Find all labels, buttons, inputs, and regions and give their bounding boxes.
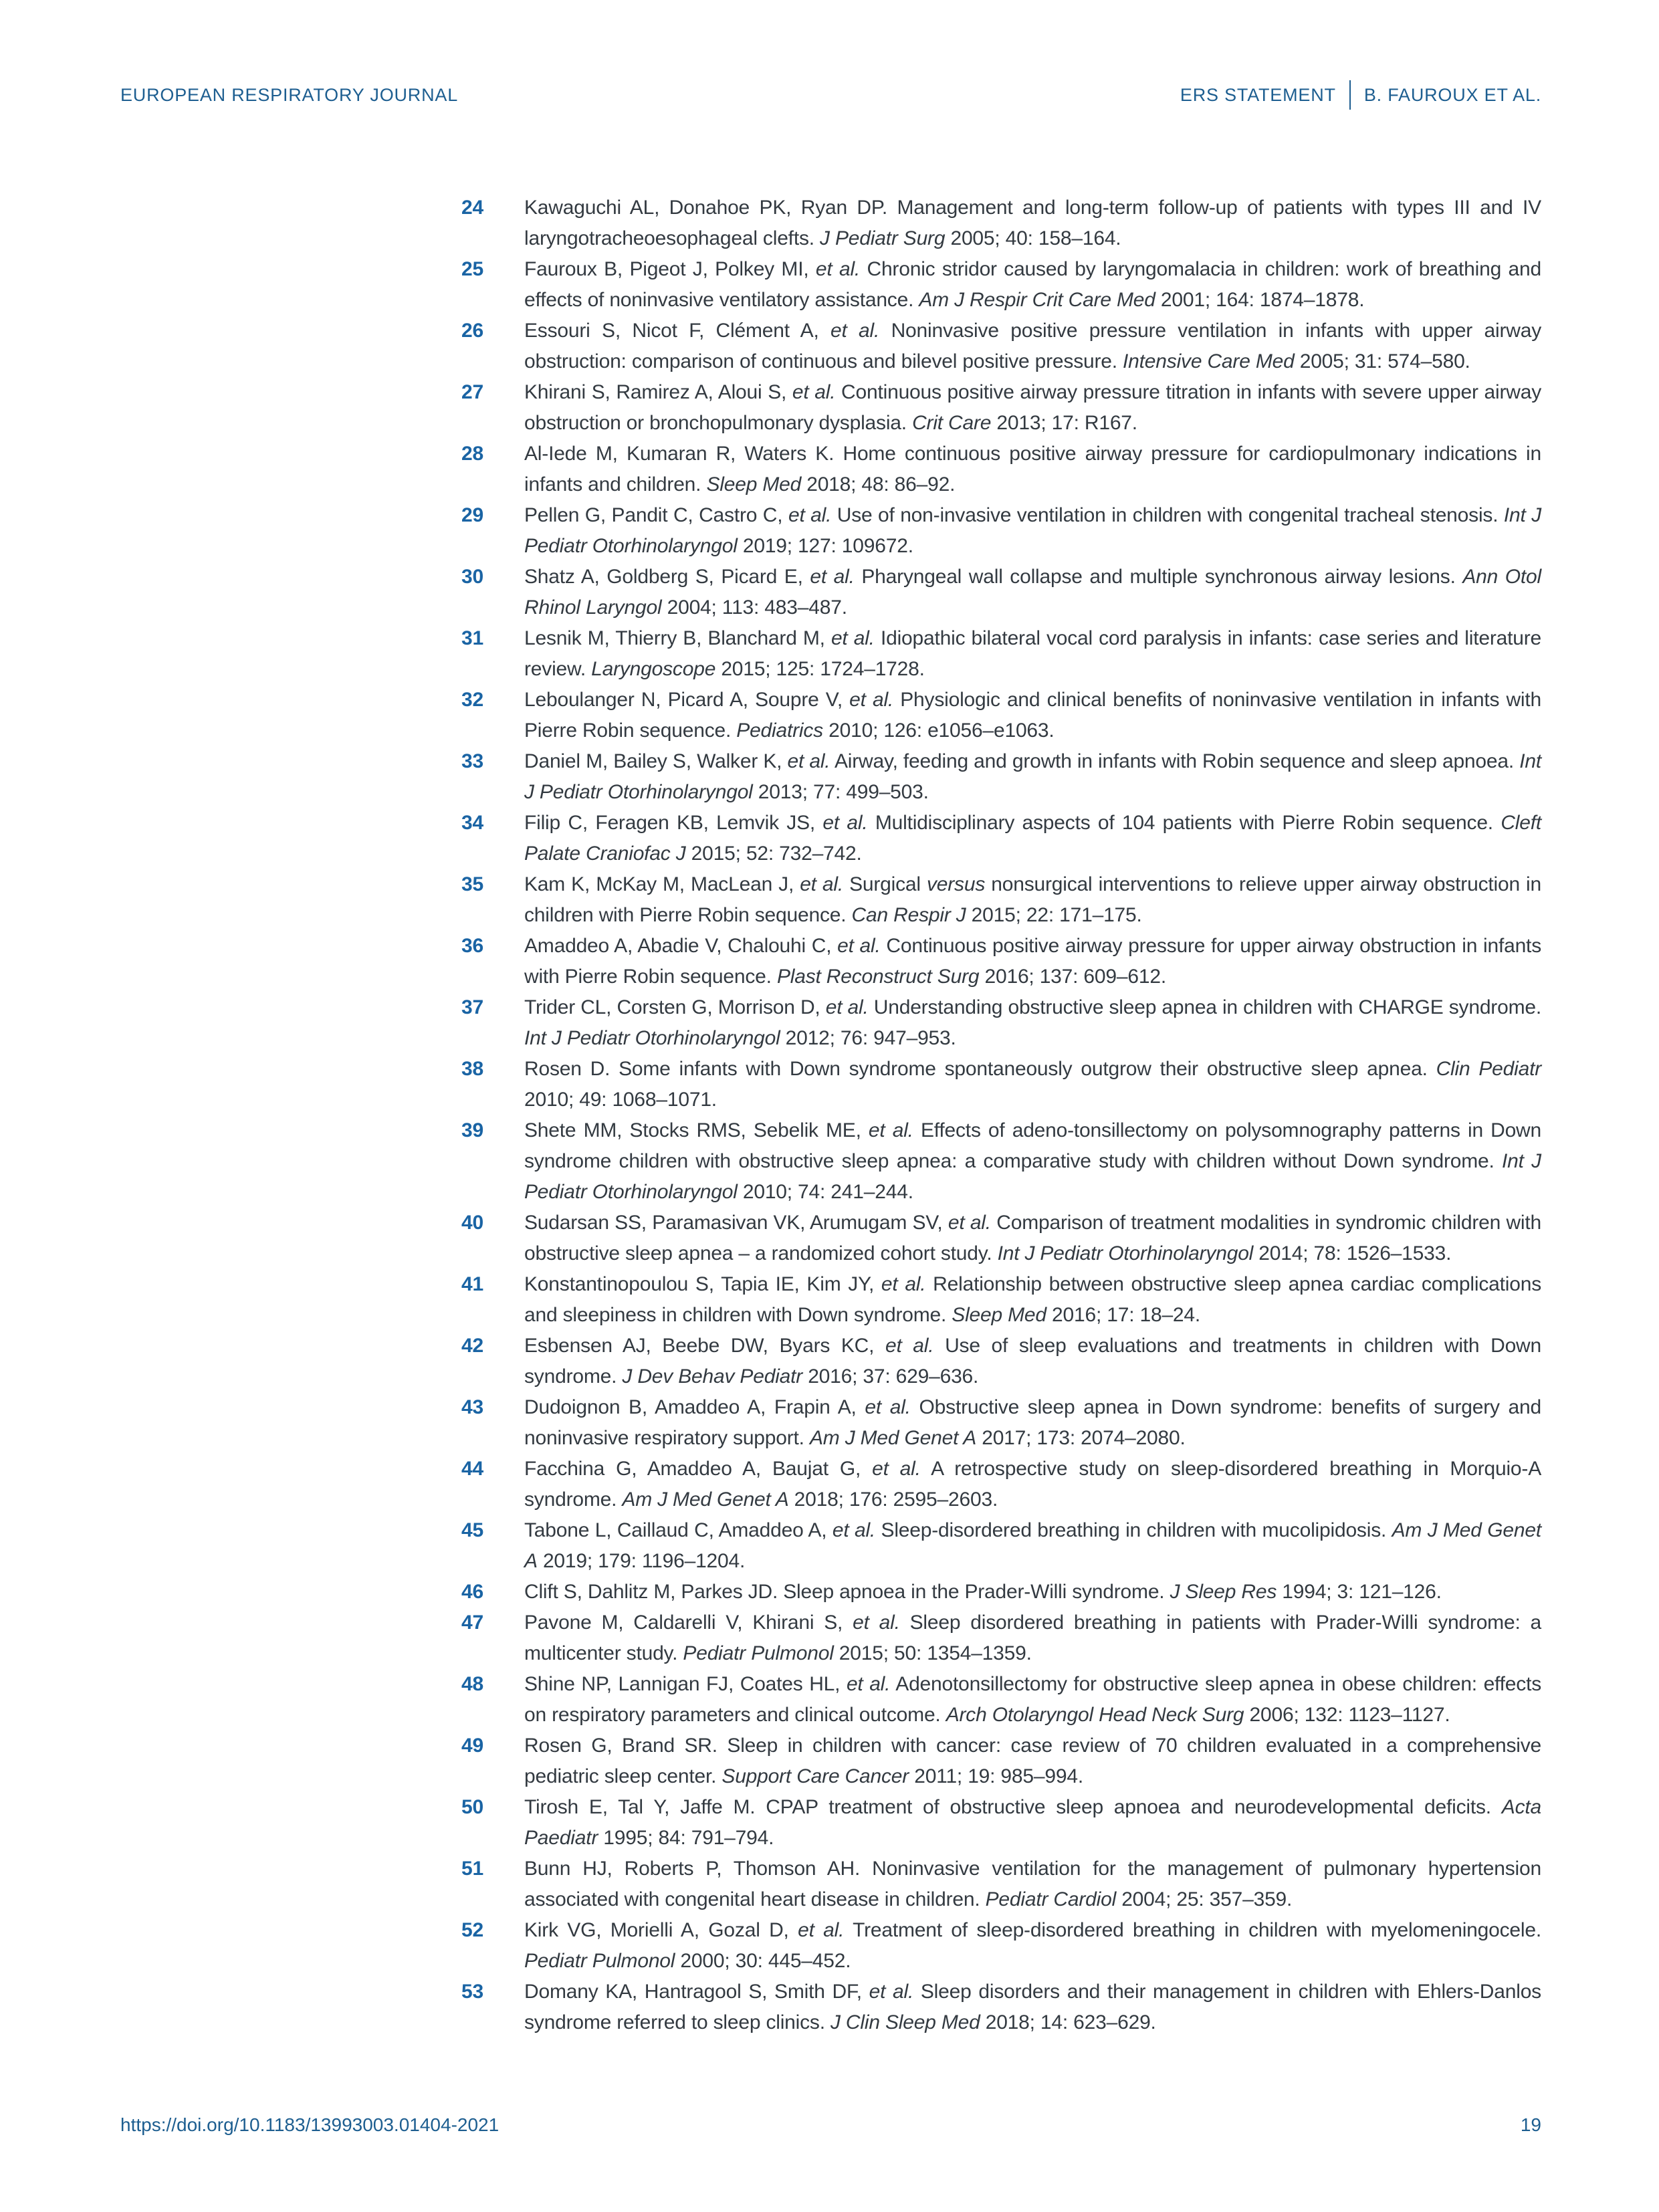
reference-text <box>524 869 1541 931</box>
reference-segment: Trider CL, Corsten G, Morrison D, <box>524 996 826 1018</box>
reference-segment: 2010; 49: 1068–1071. <box>524 1089 717 1111</box>
reference-segment: Airway, feeding and growth in infants with Robin sequence and sleep apnoea. <box>830 750 1520 772</box>
reference-number: 40 <box>461 1212 483 1234</box>
reference-number: 36 <box>461 935 483 957</box>
reference-segment: Comparison of treatment modalities in syndromic children with obstructive sleep apnea – a randomized cohort study. <box>524 1212 1542 1264</box>
reference-number: 41 <box>461 1273 483 1295</box>
reference-segment: et al. <box>837 935 881 957</box>
reference-segment: Sleep Med <box>706 473 802 495</box>
reference-number: 32 <box>461 689 483 711</box>
reference-segment: Surgical <box>843 873 927 895</box>
reference-segment: A retrospective study on sleep-disordered breathing in Morquio-A syndrome. <box>524 1458 1542 1511</box>
reference-segment: 2011; 19: 985–994. <box>909 1765 1083 1787</box>
reference-segment: et al. <box>831 627 875 649</box>
reference-item <box>461 1115 1541 1208</box>
reference-text <box>524 931 1541 992</box>
reference-segment: Chronic stridor caused by laryngomalacia in children: work of breathing and effects of noninvasive ventilatory assistance. <box>524 258 1541 311</box>
reference-segment: 2015; 50: 1354–1359. <box>833 1642 1032 1664</box>
reference-segment: Sleep disorders and their management in children with Ehlers-Danlos syndrome referred to sleep clinics. <box>524 1981 1541 2033</box>
reference-text <box>524 1854 1541 1915</box>
reference-item <box>461 377 1541 439</box>
reference-segment: Physiologic and clinical benefits of noninvasive ventilation in infants with Pierre Robin sequence. <box>524 689 1541 742</box>
reference-segment: Int J Pediatr Otorhinolaryngol <box>997 1242 1254 1264</box>
reference-segment: et al. <box>831 320 880 342</box>
reference-segment: Sleep Med <box>952 1304 1046 1326</box>
reference-segment: J Pediatr Surg <box>820 227 946 249</box>
reference-segment: Int J Pediatr Otorhinolaryngol <box>524 1150 1541 1203</box>
page-number: 19 <box>1520 2114 1541 2135</box>
reference-segment: et al. <box>853 1612 900 1634</box>
reference-segment: Domany KA, Hantragool S, Smith DF, <box>524 1981 869 2003</box>
reference-segment: Int J Pediatr Otorhinolaryngol <box>524 1027 780 1049</box>
reference-text <box>524 992 1541 1054</box>
reference-segment: Support Care Cancer <box>722 1765 909 1787</box>
reference-item <box>461 1054 1541 1115</box>
reference-segment: Acta Paediatr <box>524 1796 1541 1849</box>
reference-segment: et al. <box>788 504 832 526</box>
reference-segment: Facchina G, Amaddeo A, Baujat G, <box>524 1458 873 1480</box>
reference-segment: 1994; 3: 121–126. <box>1277 1581 1442 1603</box>
reference-segment: Continuous positive airway pressure for upper airway obstruction in infants with Pierre Robin sequence. <box>524 935 1541 988</box>
reference-segment: Al-Iede M, Kumaran R, Waters K. Home continuous positive airway pressure for cardiopulmonary indications in infants and children. <box>524 443 1541 495</box>
reference-number: 29 <box>461 504 483 526</box>
reference-number: 30 <box>461 566 483 588</box>
reference-segment: Pavone M, Caldarelli V, Khirani S, <box>524 1612 853 1634</box>
reference-segment: Filip C, Feragen KB, Lemvik JS, <box>524 812 823 834</box>
reference-segment: Am J Med Genet A <box>622 1488 789 1511</box>
reference-segment: 1995; 84: 791–794. <box>598 1827 774 1849</box>
reference-number: 39 <box>461 1119 483 1141</box>
reference-segment: 2015; 52: 732–742. <box>685 843 862 865</box>
reference-text <box>524 1915 1541 1977</box>
reference-item <box>461 869 1541 931</box>
reference-text <box>524 1115 1541 1208</box>
reference-item <box>461 1331 1541 1392</box>
reference-text <box>524 1669 1541 1731</box>
reference-item <box>461 685 1541 746</box>
reference-item <box>461 1608 1541 1669</box>
doi-link[interactable]: https://doi.org/10.1183/13993003.01404-2021 <box>120 2114 500 2135</box>
reference-segment: et al. <box>825 996 869 1018</box>
reference-segment: 2006; 132: 1123–1127. <box>1244 1704 1450 1726</box>
reference-text <box>524 808 1541 869</box>
reference-text <box>524 377 1541 439</box>
reference-number: 24 <box>461 197 483 219</box>
reference-segment: 2013; 77: 499–503. <box>752 781 929 803</box>
reference-segment: 2016; 37: 629–636. <box>802 1365 979 1388</box>
reference-segment: 2000; 30: 445–452. <box>675 1950 851 1972</box>
reference-text <box>524 193 1541 254</box>
reference-segment: Rosen G, Brand SR. Sleep in children with cancer: case review of 70 children evaluated in a comprehensive pediatric sleep center. <box>524 1735 1541 1787</box>
reference-item <box>461 1915 1541 1977</box>
reference-segment: et al. <box>800 873 843 895</box>
reference-item <box>461 808 1541 869</box>
reference-segment: et al. <box>810 566 855 588</box>
reference-segment: Pellen G, Pandit C, Castro C, <box>524 504 788 526</box>
reference-item <box>461 746 1541 808</box>
reference-segment: 2015; 22: 171–175. <box>966 904 1142 926</box>
reference-text <box>524 623 1541 685</box>
reference-number: 42 <box>461 1335 483 1357</box>
header-separator-bar <box>1349 80 1351 110</box>
reference-segment: Laryngoscope <box>591 658 716 680</box>
reference-segment: Amaddeo A, Abadie V, Chalouhi C, <box>524 935 838 957</box>
reference-item <box>461 1269 1541 1331</box>
reference-text <box>524 1454 1541 1515</box>
reference-segment: et al. <box>787 750 831 772</box>
reference-item <box>461 1792 1541 1854</box>
reference-item <box>461 1515 1541 1577</box>
reference-item <box>461 623 1541 685</box>
reference-segment: et al. <box>948 1212 991 1234</box>
reference-segment: Daniel M, Bailey S, Walker K, <box>524 750 788 772</box>
reference-segment: 2010; 74: 241–244. <box>737 1181 913 1203</box>
reference-segment: Adenotonsillectomy for obstructive sleep apnea in obese children: effects on respiratory parameters and clinical outcome. <box>524 1673 1542 1726</box>
reference-text <box>524 316 1541 377</box>
reference-number: 38 <box>461 1058 483 1080</box>
reference-segment: Multidisciplinary aspects of 104 patients with Pierre Robin sequence. <box>867 812 1501 834</box>
reference-segment: Understanding obstructive sleep apnea in children with CHARGE syndrome. <box>868 996 1541 1018</box>
reference-segment: Shine NP, Lannigan FJ, Coates HL, <box>524 1673 847 1695</box>
reference-segment: 2005; 40: 158–164. <box>945 227 1121 249</box>
reference-segment: Kam K, McKay M, MacLean J, <box>524 873 800 895</box>
reference-segment: Kawaguchi AL, Donahoe PK, Ryan DP. Management and long-term follow-up of patients with types III and IV laryngotracheoesophageal clefts. <box>524 197 1541 249</box>
reference-segment: Tirosh E, Tal Y, Jaffe M. CPAP treatment of obstructive sleep apnoea and neurodevelopmental deficits. <box>524 1796 1502 1818</box>
reference-segment: Clin Pediatr <box>1436 1058 1542 1080</box>
reference-number: 50 <box>461 1796 483 1818</box>
reference-segment: Fauroux B, Pigeot J, Polkey MI, <box>524 258 816 280</box>
reference-text <box>524 1792 1541 1854</box>
reference-item <box>461 254 1541 316</box>
reference-item <box>461 439 1541 500</box>
reference-text <box>524 1054 1541 1115</box>
reference-segment: Cleft Palate Craniofac J <box>524 812 1541 865</box>
reference-segment: Pediatr Cardiol <box>985 1888 1117 1910</box>
reference-segment: Relationship between obstructive sleep apnea cardiac complications and sleepiness in children with Down syndrome. <box>524 1273 1541 1326</box>
reference-number: 47 <box>461 1612 483 1634</box>
reference-item <box>461 1731 1541 1792</box>
reference-segment: Essouri S, Nicot F, Clément A, <box>524 320 831 342</box>
reference-item <box>461 1454 1541 1515</box>
reference-segment: Am J Med Genet A <box>524 1519 1541 1572</box>
reference-item <box>461 1977 1541 2038</box>
reference-segment: 2004; 25: 357–359. <box>1116 1888 1293 1910</box>
reference-segment: et al. <box>872 1458 921 1480</box>
reference-segment: 2001; 164: 1874–1878. <box>1155 289 1365 311</box>
reference-segment: et al. <box>846 1673 891 1695</box>
reference-number: 49 <box>461 1735 483 1757</box>
reference-number: 28 <box>461 443 483 465</box>
reference-segment: Continuous positive airway pressure titration in infants with severe upper airway obstruction or bronchopulmonary dysplasia. <box>524 381 1541 434</box>
reference-segment: Leboulanger N, Picard A, Soupre V, <box>524 689 850 711</box>
reference-segment: et al. <box>865 1396 911 1418</box>
reference-item <box>461 1854 1541 1915</box>
reference-segment: Crit Care <box>912 412 992 434</box>
reference-item <box>461 1208 1541 1269</box>
reference-segment: J Dev Behav Pediatr <box>622 1365 803 1388</box>
reference-segment: Obstructive sleep apnea in Down syndrome: benefits of surgery and noninvasive respiratory support. <box>524 1396 1541 1449</box>
running-head <box>1180 80 1541 110</box>
reference-segment: 2018; 176: 2595–2603. <box>788 1488 998 1511</box>
reference-segment: Pediatr Pulmonol <box>524 1950 675 1972</box>
reference-segment: et al. <box>885 1335 934 1357</box>
reference-segment: Bunn HJ, Roberts P, Thomson AH. Noninvasive ventilation for the management of pulmonary hypertension associated with congenital heart disease in children. <box>524 1858 1541 1910</box>
reference-segment: et al. <box>869 1981 914 2003</box>
reference-text <box>524 1977 1541 2038</box>
reference-segment: Sleep-disordered breathing in children with mucolipidosis. <box>875 1519 1392 1541</box>
reference-segment: Am J Med Genet A <box>809 1427 977 1449</box>
reference-text <box>524 1731 1541 1792</box>
reference-segment: J Sleep Res <box>1170 1581 1277 1603</box>
reference-text <box>524 1331 1541 1392</box>
reference-text <box>524 1515 1541 1577</box>
reference-number: 27 <box>461 381 483 403</box>
reference-segment: Tabone L, Caillaud C, Amaddeo A, <box>524 1519 833 1541</box>
reference-segment: 2018; 48: 86–92. <box>801 473 956 495</box>
reference-segment: et al. <box>815 258 861 280</box>
reference-segment: Pediatr Pulmonol <box>683 1642 834 1664</box>
reference-item <box>461 931 1541 992</box>
reference-segment: et al. <box>822 812 868 834</box>
article-type-label: ERS STATEMENT <box>1180 84 1336 105</box>
reference-segment: Sleep disordered breathing in patients with Prader-Willi syndrome: a multicenter study. <box>524 1612 1541 1664</box>
reference-number: 37 <box>461 996 483 1018</box>
reference-number: 26 <box>461 320 483 342</box>
reference-segment: Am J Respir Crit Care Med <box>919 289 1155 311</box>
reference-item <box>461 193 1541 254</box>
reference-segment: Use of sleep evaluations and treatments in children with Down syndrome. <box>524 1335 1542 1388</box>
reference-number: 46 <box>461 1581 483 1603</box>
reference-segment: Treatment of sleep-disordered breathing in children with myelomeningocele. <box>844 1919 1541 1941</box>
reference-text <box>524 1392 1541 1454</box>
reference-segment: 2013; 17: R167. <box>991 412 1137 434</box>
reference-item <box>461 1669 1541 1731</box>
reference-text <box>524 439 1541 500</box>
reference-segment: Noninvasive positive pressure ventilation in infants with upper airway obstruction: comparison of continuous and bilevel positive pressure. <box>524 320 1542 372</box>
reference-segment: Arch Otolaryngol Head Neck Surg <box>946 1704 1244 1726</box>
reference-segment: Shatz A, Goldberg S, Picard E, <box>524 566 810 588</box>
reference-segment: 2019; 127: 109672. <box>737 535 913 557</box>
reference-segment: 2004; 113: 483–487. <box>661 596 847 619</box>
reference-segment: 2019; 179: 1196–1204. <box>537 1550 746 1572</box>
reference-segment: 2017; 173: 2074–2080. <box>976 1427 1186 1449</box>
reference-segment: Pediatrics <box>736 720 823 742</box>
reference-segment: et al. <box>849 689 894 711</box>
reference-segment: Kirk VG, Morielli A, Gozal D, <box>524 1919 798 1941</box>
reference-segment: 2010; 126: e1056–e1063. <box>823 720 1055 742</box>
reference-segment: et al. <box>832 1519 876 1541</box>
reference-number: 52 <box>461 1919 483 1941</box>
reference-segment: Rosen D. Some infants with Down syndrome spontaneously outgrow their obstructive sleep apnea. <box>524 1058 1436 1080</box>
reference-segment: et al. <box>798 1919 845 1941</box>
reference-segment: versus <box>926 873 986 895</box>
reference-segment: J Clin Sleep Med <box>831 2011 980 2033</box>
reference-segment: et al. <box>792 381 836 403</box>
page-footer <box>120 2114 1541 2136</box>
reference-segment: et al. <box>881 1273 926 1295</box>
reference-segment: Plast Reconstruct Surg <box>776 966 980 988</box>
reference-segment: 2016; 137: 609–612. <box>979 966 1166 988</box>
reference-segment: nonsurgical interventions to relieve upper airway obstruction in children with Pierre Robin sequence. <box>524 873 1541 926</box>
page-header <box>120 80 1541 110</box>
reference-number: 31 <box>461 627 483 649</box>
reference-text <box>524 1608 1541 1669</box>
reference-item <box>461 992 1541 1054</box>
reference-text <box>524 500 1541 562</box>
reference-segment: Int J Pediatr Otorhinolaryngol <box>524 504 1542 557</box>
reference-list <box>461 193 1541 2038</box>
reference-segment: 2015; 125: 1724–1728. <box>715 658 925 680</box>
reference-segment: Can Respir J <box>851 904 966 926</box>
reference-number: 44 <box>461 1458 483 1480</box>
running-authors: B. FAUROUX ET AL. <box>1363 84 1541 105</box>
reference-text <box>524 254 1541 316</box>
reference-item <box>461 562 1541 623</box>
reference-text <box>524 746 1541 808</box>
journal-name: EUROPEAN RESPIRATORY JOURNAL <box>120 84 459 105</box>
reference-segment: 2005; 31: 574–580. <box>1294 350 1470 372</box>
reference-number: 25 <box>461 258 483 280</box>
reference-segment: et al. <box>868 1119 913 1141</box>
reference-segment: Pharyngeal wall collapse and multiple synchronous airway lesions. <box>854 566 1463 588</box>
reference-item <box>461 1577 1541 1608</box>
reference-number: 43 <box>461 1396 483 1418</box>
reference-number: 51 <box>461 1858 483 1880</box>
reference-number: 35 <box>461 873 483 895</box>
reference-segment: 2018; 14: 623–629. <box>980 2011 1156 2033</box>
reference-segment: Shete MM, Stocks RMS, Sebelik ME, <box>524 1119 869 1141</box>
reference-text <box>524 685 1541 746</box>
reference-item <box>461 316 1541 377</box>
reference-segment: Konstantinopoulou S, Tapia IE, Kim JY, <box>524 1273 881 1295</box>
reference-segment: Use of non-invasive ventilation in children with congenital tracheal stenosis. <box>831 504 1504 526</box>
reference-segment: Dudoignon B, Amaddeo A, Frapin A, <box>524 1396 865 1418</box>
reference-segment: 2012; 76: 947–953. <box>780 1027 956 1049</box>
reference-segment: Ann Otol Rhinol Laryngol <box>524 566 1541 619</box>
reference-number: 34 <box>461 812 483 834</box>
reference-text <box>524 1269 1541 1331</box>
reference-text <box>524 1577 1541 1608</box>
reference-text <box>524 562 1541 623</box>
reference-item <box>461 1392 1541 1454</box>
reference-segment: Int J Pediatr Otorhinolaryngol <box>524 750 1541 803</box>
reference-number: 45 <box>461 1519 483 1541</box>
reference-item <box>461 500 1541 562</box>
reference-number: 53 <box>461 1981 483 2003</box>
reference-segment: 2014; 78: 1526–1533. <box>1253 1242 1452 1264</box>
reference-segment: Intensive Care Med <box>1123 350 1295 372</box>
reference-segment: Clift S, Dahlitz M, Parkes JD. Sleep apnoea in the Prader-Willi syndrome. <box>524 1581 1170 1603</box>
reference-segment: Sudarsan SS, Paramasivan VK, Arumugam SV, <box>524 1212 948 1234</box>
reference-segment: Lesnik M, Thierry B, Blanchard M, <box>524 627 831 649</box>
reference-segment: Idiopathic bilateral vocal cord paralysis in infants: case series and literature review. <box>524 627 1541 680</box>
reference-segment: Esbensen AJ, Beebe DW, Byars KC, <box>524 1335 885 1357</box>
reference-segment: 2016; 17: 18–24. <box>1046 1304 1201 1326</box>
reference-number: 48 <box>461 1673 483 1695</box>
reference-text <box>524 1208 1541 1269</box>
reference-number: 33 <box>461 750 483 772</box>
reference-segment: Khirani S, Ramirez A, Aloui S, <box>524 381 792 403</box>
reference-segment: Effects of adeno-tonsillectomy on polysomnography patterns in Down syndrome children with obstructive sleep apnea: a comparative study with children without Down syndrome. <box>524 1119 1542 1172</box>
